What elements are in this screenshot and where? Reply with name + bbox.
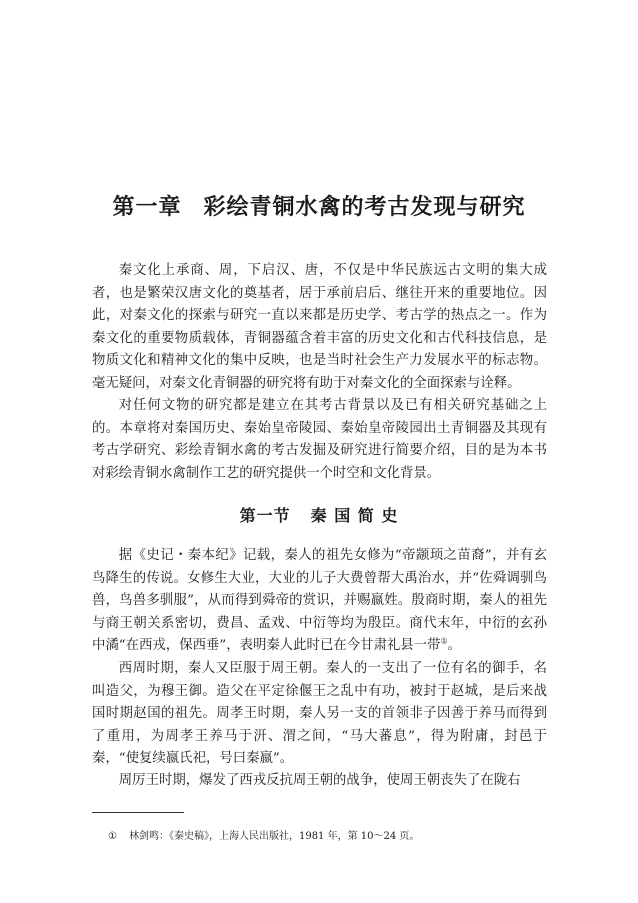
chapter-title [0, 190, 638, 221]
section-paragraph-1-text: 据《史记・秦本纪》记载，秦人的祖先女修为“帝颛顼之苗裔”，并有玄鸟降生的传说。女修生大业，大业的儿子大费曾帮大禹治水，并“佐舜调驯鸟兽，鸟兽多驯服”，从而得到舜帝的赏识，并赐嬴姓。殷商时期，秦人的祖先与商王朝关系密切，费昌、孟戏、中衍等均为殷臣。商代末年，中衍的玄孙中潏“在西戎，保西垂”，表明秦人此时已在今甘肃礼县一带 [92, 548, 547, 653]
footnote [108, 830, 548, 844]
footnote-reference[interactable]: ① [440, 636, 448, 646]
section-number: 第一节 [239, 506, 291, 525]
intro-paragraph-2: 对任何文物的研究都是建立在其考古背景以及已有相关研究基础之上的。本章将对秦国历史、秦始皇帝陵园、秦始皇帝陵园出土青铜器及其现有考古学研究、彩绘青铜水禽的考古发掘及研究进行简要介绍，目的是为本书对彩绘青铜水禽制作工艺的研究提供一个时空和文化背景。 [92, 398, 547, 481]
footnote-mark: ① [108, 831, 117, 842]
chapter-title-text: 彩绘青铜水禽的考古发现与研究 [203, 194, 526, 220]
section-title-text: 秦 国 简 史 [310, 506, 399, 525]
intro-paragraph-1: 秦文化上承商、周，下启汉、唐，不仅是中华民族远古文明的集大成者，也是繁荣汉唐文化的奠基者，居于承前启后、继往开来的重要地位。因此，对秦文化的探索与研究一直以来都是历史学、考古学的热点之一。作为秦文化的重要物质载体，青铜器蕴含着丰富的历史文化和古代科技信息，是物质文化和精神文化的集中反映，也是当时社会生产力发展水平的标志物。毫无疑问，对秦文化青铜器的研究将有助于对秦文化的全面探索与诠释。 [92, 263, 547, 391]
chapter-number: 第一章 [112, 194, 182, 220]
footnote-text: 林剑鸣：《秦史稿》，上海人民出版社，1981 年，第 10～24 页。 [128, 831, 420, 842]
footnote-divider [92, 812, 184, 813]
section-paragraph-3: 周厉王时期，爆发了西戎反抗周王朝的战争，使周王朝丧失了在陇右 [118, 773, 521, 788]
section-title [0, 503, 638, 526]
section-paragraph-2: 西周时期，秦人又臣服于周王朝。秦人的一支出了一位有名的御手，名叫造父，为穆王御。造父在平定徐偃王之乱中有功，被封于赵城，是后来战国时期赵国的祖先。周孝王时期，秦人另一支的首领非子因善于养马而得到了重用，为周孝王养马于汧、渭之间，“马大蕃息”，得为附庸，封邑于秦，“使复续嬴氏祀，号曰秦嬴”。 [92, 661, 547, 766]
section-paragraph-1-tail: 。 [447, 638, 462, 653]
section-paragraph-1 [92, 545, 547, 658]
